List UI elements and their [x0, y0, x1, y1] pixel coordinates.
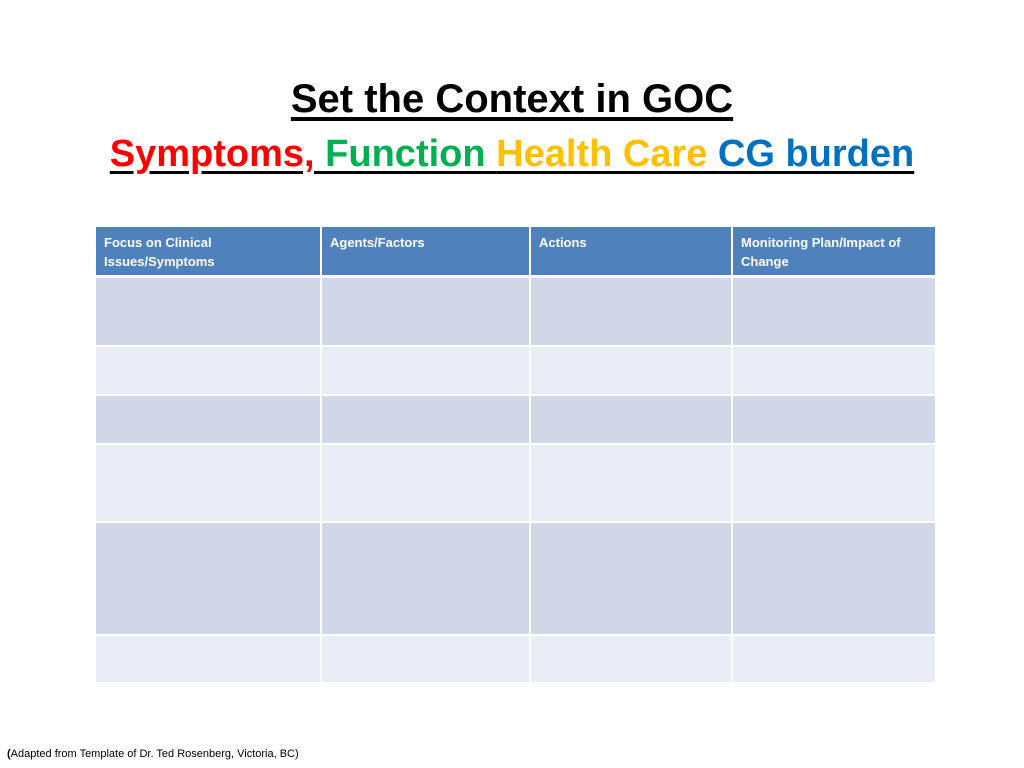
table-row [96, 523, 935, 636]
title-main: Set the Context in GOC [290, 77, 734, 121]
table-cell[interactable] [322, 445, 531, 523]
table-cell[interactable] [322, 523, 531, 636]
table-row [96, 347, 935, 396]
title-symptoms: Symptoms, [109, 133, 326, 175]
header-actions: Actions [531, 227, 733, 278]
table-cell[interactable] [531, 523, 733, 636]
table-cell[interactable] [96, 523, 322, 636]
attribution-footnote [7, 748, 299, 760]
table-cell[interactable] [96, 396, 322, 445]
table-row [96, 396, 935, 445]
footnote-open-paren: ( [7, 748, 11, 760]
header-agents-factors: Agents/Factors [322, 227, 531, 278]
table-cell[interactable] [531, 445, 733, 523]
table-cell[interactable] [733, 396, 935, 445]
table-cell[interactable] [322, 636, 531, 684]
table-row [96, 636, 935, 684]
footnote-text: Adapted from Template of Dr. Ted Rosenberg, Victoria, BC) [10, 748, 299, 760]
table-cell[interactable] [96, 278, 322, 347]
table-cell[interactable] [733, 278, 935, 347]
header-clinical-issues: Focus on Clinical Issues/Symptoms [96, 227, 322, 278]
slide-title [0, 72, 1024, 182]
table-cell[interactable] [733, 523, 935, 636]
table-cell[interactable] [531, 278, 733, 347]
table-cell[interactable] [322, 396, 531, 445]
table-cell[interactable] [96, 347, 322, 396]
table-row [96, 445, 935, 523]
title-health-care: Health Care [496, 133, 718, 175]
header-monitoring-plan: Monitoring Plan/Impact of Change [733, 227, 935, 278]
table-cell[interactable] [531, 636, 733, 684]
table-cell[interactable] [733, 347, 935, 396]
table-header-row [96, 227, 935, 278]
table-cell[interactable] [322, 347, 531, 396]
table-row [96, 278, 935, 347]
table-cell[interactable] [96, 445, 322, 523]
table-cell[interactable] [531, 347, 733, 396]
title-function: Function [325, 133, 497, 175]
title-cg-burden: CG burden [717, 133, 915, 175]
table-cell[interactable] [733, 445, 935, 523]
table-cell[interactable] [733, 636, 935, 684]
table-cell[interactable] [96, 636, 322, 684]
table-cell[interactable] [531, 396, 733, 445]
goc-context-table [96, 227, 935, 684]
table-cell[interactable] [322, 278, 531, 347]
title-subtitle [0, 126, 1024, 182]
